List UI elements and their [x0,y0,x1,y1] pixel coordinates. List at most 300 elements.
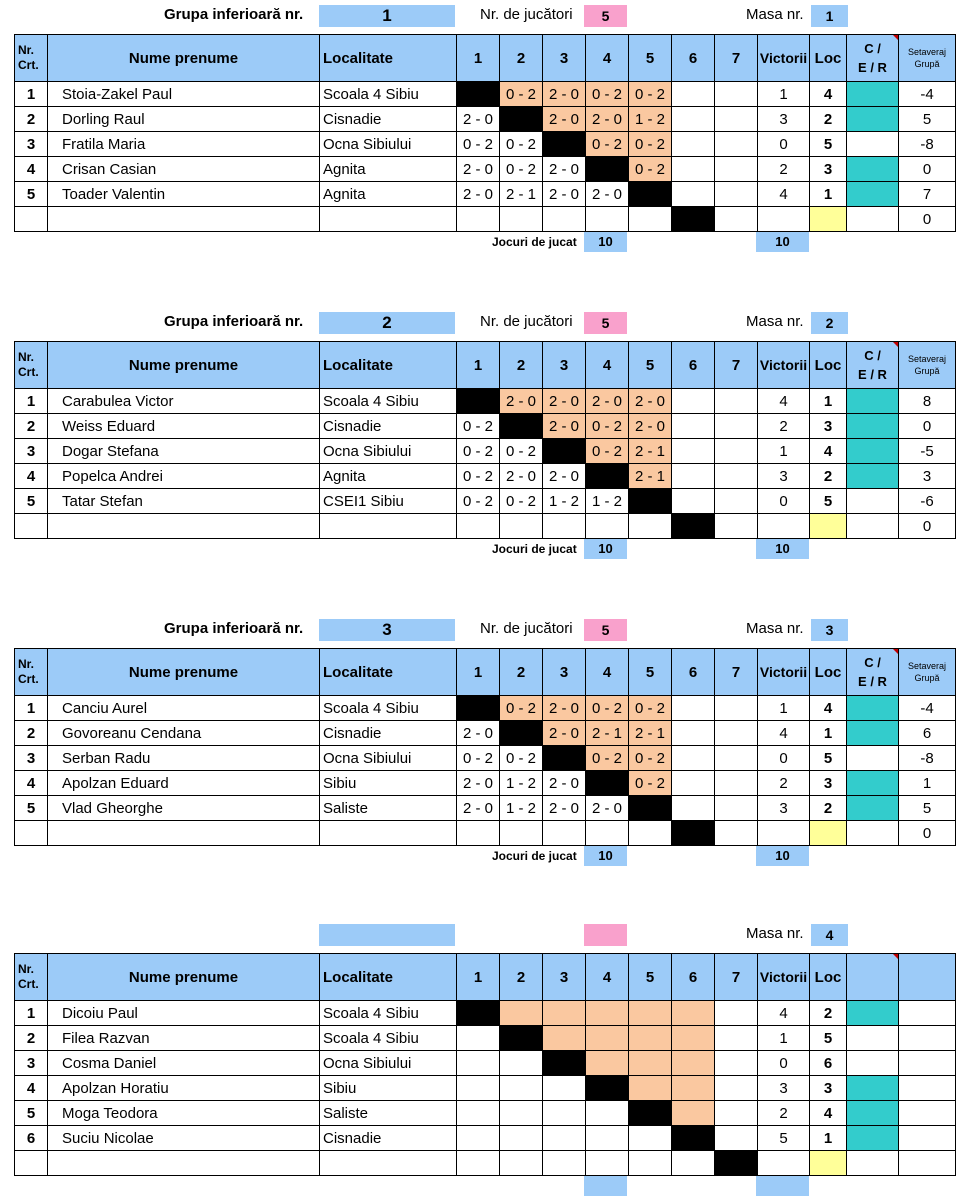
score-cell[interactable] [672,132,715,157]
player-cer[interactable] [847,1126,899,1151]
score-cell[interactable] [629,1151,672,1176]
player-row [15,489,956,514]
score-cell[interactable]: 0 - 2 [500,439,543,464]
player-cer[interactable] [847,771,899,796]
score-cell[interactable]: 2 - 0 [500,464,543,489]
player-cer[interactable] [847,514,899,539]
score-cell[interactable]: 2 - 0 [543,464,586,489]
score-cell[interactable] [715,1001,758,1026]
players-count[interactable]: 5 [584,5,627,27]
score-cell[interactable]: 2 - 0 [457,157,500,182]
score-cell[interactable]: 2 - 0 [586,796,629,821]
score-cell[interactable] [586,821,629,846]
player-cer[interactable] [847,796,899,821]
player-cer[interactable] [847,82,899,107]
score-cell[interactable] [543,1001,586,1026]
score-cell[interactable]: 0 - 2 [629,82,672,107]
self-match-cell [500,414,543,439]
score-cell[interactable] [457,1151,500,1176]
player-nr: 5 [15,796,48,821]
self-match-cell [543,746,586,771]
score-cell[interactable]: 1 - 2 [586,489,629,514]
score-cell[interactable] [715,796,758,821]
player-cer[interactable] [847,1151,899,1176]
player-locality[interactable]: Scoala 4 Sibiu [320,389,457,414]
group-number[interactable] [319,924,455,946]
player-nr: 2 [15,1026,48,1051]
score-cell[interactable] [672,157,715,182]
score-cell[interactable]: 0 - 2 [629,696,672,721]
score-cell[interactable]: 2 - 0 [543,721,586,746]
player-setaveraj [899,1101,956,1126]
score-cell[interactable] [586,207,629,232]
score-cell[interactable]: 2 - 0 [543,182,586,207]
player-place: 4 [810,82,847,107]
score-cell[interactable] [715,489,758,514]
score-cell[interactable] [672,746,715,771]
player-nr: 3 [15,1051,48,1076]
table-number[interactable]: 1 [811,5,848,27]
score-cell[interactable] [500,1101,543,1126]
player-victories: 4 [758,1001,810,1026]
score-cell[interactable]: 0 - 2 [457,132,500,157]
score-cell[interactable]: 2 - 0 [586,389,629,414]
score-cell[interactable] [672,721,715,746]
score-cell[interactable]: 0 - 2 [500,746,543,771]
games-victories-total[interactable]: 10 [756,232,809,252]
score-cell[interactable] [500,1151,543,1176]
player-cer[interactable] [847,157,899,182]
player-setaveraj: -4 [899,696,956,721]
score-cell[interactable] [715,464,758,489]
player-locality[interactable]: Scoala 4 Sibiu [320,1001,457,1026]
score-cell[interactable] [586,1001,629,1026]
score-cell[interactable] [543,207,586,232]
player-place: 2 [810,796,847,821]
player-name[interactable]: Fratila Maria [48,132,320,157]
score-cell[interactable]: 2 - 0 [543,389,586,414]
player-row [15,1126,956,1151]
score-cell[interactable] [457,1076,500,1101]
player-victories: 1 [758,439,810,464]
score-cell[interactable]: 0 - 2 [586,696,629,721]
player-name[interactable]: Suciu Nicolae [48,1126,320,1151]
player-victories: 0 [758,489,810,514]
score-cell[interactable] [672,1151,715,1176]
score-cell[interactable] [457,207,500,232]
table-number[interactable]: 4 [811,924,848,946]
score-cell[interactable]: 2 - 1 [629,439,672,464]
score-cell[interactable]: 1 - 2 [543,489,586,514]
group-number[interactable]: 3 [319,619,455,641]
games-to-play[interactable]: 10 [584,232,627,252]
score-cell[interactable]: 0 - 2 [457,439,500,464]
score-cell[interactable]: 2 - 0 [543,696,586,721]
score-cell[interactable] [457,1051,500,1076]
player-cer[interactable] [847,414,899,439]
player-name[interactable]: Weiss Eduard [48,414,320,439]
player-name[interactable]: Tatar Stefan [48,489,320,514]
score-cell[interactable] [500,207,543,232]
score-cell[interactable] [629,1026,672,1051]
score-cell[interactable]: 0 - 2 [586,414,629,439]
header-place: Loc [810,954,847,1001]
player-locality[interactable]: Scoala 4 Sibiu [320,696,457,721]
score-cell[interactable]: 2 - 0 [586,107,629,132]
score-cell[interactable] [457,821,500,846]
player-locality[interactable]: Cisnadie [320,414,457,439]
score-cell[interactable]: 2 - 0 [457,771,500,796]
score-cell[interactable]: 0 - 2 [629,771,672,796]
score-cell[interactable] [715,771,758,796]
score-cell[interactable]: 0 - 2 [457,489,500,514]
score-cell[interactable]: 2 - 0 [457,721,500,746]
player-locality[interactable]: Cisnadie [320,721,457,746]
score-cell[interactable] [672,107,715,132]
self-match-cell [500,1026,543,1051]
player-name[interactable]: Apolzan Eduard [48,771,320,796]
player-setaveraj: 0 [899,414,956,439]
score-cell[interactable]: 2 - 1 [629,721,672,746]
header-crt: Crt. [18,365,39,379]
player-locality[interactable]: Agnita [320,464,457,489]
score-cell[interactable] [500,514,543,539]
score-cell[interactable] [500,1001,543,1026]
player-place: 3 [810,414,847,439]
header-cer-line2: E / R [858,60,887,75]
score-cell[interactable] [586,1151,629,1176]
player-cer[interactable] [847,439,899,464]
player-cer[interactable] [847,721,899,746]
score-cell[interactable]: 2 - 1 [586,721,629,746]
score-cell[interactable] [586,1126,629,1151]
score-cell[interactable]: 1 - 2 [500,796,543,821]
player-locality[interactable]: Ocna Sibiului [320,746,457,771]
player-locality[interactable] [320,207,457,232]
score-cell[interactable] [715,1076,758,1101]
games-to-play[interactable] [584,1176,627,1196]
score-cell[interactable] [629,821,672,846]
score-cell[interactable] [629,207,672,232]
score-cell[interactable] [543,1101,586,1126]
player-cer[interactable] [847,132,899,157]
player-name[interactable]: Toader Valentin [48,182,320,207]
score-cell[interactable]: 2 - 0 [586,182,629,207]
header-setaveraj-line1: Setaveraj [907,47,947,57]
games-to-play[interactable]: 10 [584,846,627,866]
player-victories: 5 [758,1126,810,1151]
score-cell[interactable]: 2 - 0 [543,414,586,439]
score-cell[interactable]: 2 - 0 [457,182,500,207]
player-name[interactable] [48,514,320,539]
score-cell[interactable]: 0 - 2 [586,82,629,107]
score-cell[interactable] [672,82,715,107]
score-cell[interactable]: 2 - 0 [543,107,586,132]
player-cer[interactable] [847,1076,899,1101]
score-cell[interactable] [629,1001,672,1026]
score-cell[interactable] [672,1001,715,1026]
score-cell[interactable] [543,1026,586,1051]
score-cell[interactable] [672,182,715,207]
header-opponent-col: 6 [672,954,715,1001]
player-name[interactable]: Canciu Aurel [48,696,320,721]
player-name[interactable] [48,207,320,232]
player-place: 4 [810,1101,847,1126]
score-cell[interactable] [715,414,758,439]
score-cell[interactable] [672,1051,715,1076]
score-cell[interactable]: 2 - 0 [457,796,500,821]
player-locality[interactable]: Agnita [320,182,457,207]
score-cell[interactable] [629,1051,672,1076]
player-place [810,207,847,232]
score-cell[interactable] [500,821,543,846]
score-cell[interactable]: 2 - 1 [629,464,672,489]
games-to-play[interactable]: 10 [584,539,627,559]
header-name: Nume prenume [48,954,320,1001]
score-cell[interactable] [672,389,715,414]
player-place: 5 [810,489,847,514]
player-locality[interactable]: Ocna Sibiului [320,439,457,464]
players-count[interactable] [584,924,627,946]
table-number[interactable]: 3 [811,619,848,641]
score-cell[interactable] [457,1026,500,1051]
player-name[interactable]: Filea Razvan [48,1026,320,1051]
score-cell[interactable]: 0 - 2 [500,157,543,182]
score-cell[interactable] [715,207,758,232]
score-cell[interactable] [715,107,758,132]
player-name[interactable]: Dogar Stefana [48,439,320,464]
score-cell[interactable] [672,771,715,796]
player-setaveraj: 0 [899,514,956,539]
player-locality[interactable] [320,514,457,539]
score-cell[interactable] [715,1051,758,1076]
player-nr: 2 [15,107,48,132]
score-cell[interactable] [715,1026,758,1051]
score-cell[interactable]: 2 - 0 [629,414,672,439]
score-cell[interactable]: 2 - 1 [500,182,543,207]
self-match-cell [543,132,586,157]
header-name: Nume prenume [48,342,320,389]
player-name[interactable] [48,1151,320,1176]
header-cer-line1: C / [864,41,881,56]
score-cell[interactable]: 0 - 2 [586,439,629,464]
score-cell[interactable] [672,464,715,489]
score-cell[interactable]: 1 - 2 [500,771,543,796]
score-cell[interactable]: 2 - 0 [457,107,500,132]
score-cell[interactable] [715,182,758,207]
score-cell[interactable] [500,1051,543,1076]
score-cell[interactable]: 0 - 2 [500,132,543,157]
header-victories: Victorii [758,342,810,389]
player-cer[interactable] [847,821,899,846]
score-cell[interactable] [457,1126,500,1151]
player-locality[interactable]: Ocna Sibiului [320,132,457,157]
player-locality[interactable] [320,821,457,846]
games-label: Jocuri de jucat [492,849,577,863]
score-cell[interactable] [543,1151,586,1176]
player-locality[interactable]: Cisnadie [320,1126,457,1151]
games-victories-total[interactable] [756,1176,809,1196]
header-victories: Victorii [758,35,810,82]
player-locality[interactable]: Cisnadie [320,107,457,132]
score-cell[interactable] [629,1076,672,1101]
score-cell[interactable] [672,1101,715,1126]
player-cer[interactable] [847,1101,899,1126]
score-cell[interactable] [715,82,758,107]
score-cell[interactable]: 2 - 0 [543,771,586,796]
score-cell[interactable]: 0 - 2 [629,746,672,771]
score-cell[interactable] [672,489,715,514]
player-locality[interactable]: Scoala 4 Sibiu [320,1026,457,1051]
header-opponent-col: 6 [672,649,715,696]
score-cell[interactable] [715,1126,758,1151]
score-cell[interactable] [715,389,758,414]
player-nr: 1 [15,82,48,107]
player-name[interactable]: Apolzan Horatiu [48,1076,320,1101]
score-cell[interactable]: 0 - 2 [629,132,672,157]
player-name[interactable] [48,821,320,846]
score-cell[interactable] [715,1101,758,1126]
score-cell[interactable] [672,439,715,464]
header-opponent-col: 2 [500,35,543,82]
player-setaveraj [899,1051,956,1076]
player-setaveraj [899,1126,956,1151]
player-cer[interactable] [847,489,899,514]
player-cer[interactable] [847,1051,899,1076]
player-name[interactable]: Crisan Casian [48,157,320,182]
player-locality[interactable]: Sibiu [320,771,457,796]
player-locality[interactable]: Scoala 4 Sibiu [320,82,457,107]
player-row [15,182,956,207]
self-match-cell [629,182,672,207]
score-cell[interactable]: 1 - 2 [629,107,672,132]
player-name[interactable]: Dorling Raul [48,107,320,132]
header-opponent-col: 5 [629,954,672,1001]
score-cell[interactable] [543,1076,586,1101]
player-place: 2 [810,107,847,132]
score-cell[interactable]: 0 - 2 [586,132,629,157]
player-nr: 5 [15,1101,48,1126]
score-cell[interactable] [715,696,758,721]
score-cell[interactable] [629,514,672,539]
score-cell[interactable] [715,157,758,182]
score-cell[interactable] [715,721,758,746]
player-cer[interactable] [847,1001,899,1026]
score-cell[interactable] [715,514,758,539]
score-cell[interactable] [500,1076,543,1101]
score-cell[interactable]: 0 - 2 [586,746,629,771]
score-cell[interactable] [629,1126,672,1151]
player-name[interactable]: Popelca Andrei [48,464,320,489]
games-victories-total[interactable]: 10 [756,539,809,559]
score-cell[interactable] [672,1026,715,1051]
score-cell[interactable] [586,514,629,539]
player-locality[interactable]: CSEI1 Sibiu [320,489,457,514]
players-count[interactable]: 5 [584,619,627,641]
self-match-cell [715,1151,758,1176]
player-cer[interactable] [847,1026,899,1051]
score-cell[interactable] [715,439,758,464]
score-cell[interactable]: 0 - 2 [629,157,672,182]
player-name[interactable]: Govoreanu Cendana [48,721,320,746]
score-cell[interactable]: 2 - 0 [543,82,586,107]
player-locality[interactable]: Saliste [320,1101,457,1126]
score-cell[interactable]: 0 - 2 [457,746,500,771]
player-cer[interactable] [847,389,899,414]
score-cell[interactable] [457,1101,500,1126]
player-cer[interactable] [847,464,899,489]
header-opponent-col: 6 [672,35,715,82]
player-locality[interactable]: Sibiu [320,1076,457,1101]
score-cell[interactable] [586,1051,629,1076]
player-victories: 2 [758,157,810,182]
score-cell[interactable] [543,821,586,846]
player-name[interactable]: Vlad Gheorghe [48,796,320,821]
score-cell[interactable]: 2 - 0 [629,389,672,414]
score-cell[interactable]: 0 - 2 [457,414,500,439]
score-cell[interactable] [543,1126,586,1151]
player-place: 1 [810,1126,847,1151]
score-cell[interactable] [457,514,500,539]
score-cell[interactable]: 0 - 2 [457,464,500,489]
score-cell[interactable] [672,796,715,821]
score-cell[interactable]: 0 - 2 [500,489,543,514]
players-label: Nr. de jucători [480,6,573,23]
player-cer[interactable] [847,182,899,207]
games-victories-total[interactable]: 10 [756,846,809,866]
player-locality[interactable]: Ocna Sibiului [320,1051,457,1076]
player-name[interactable]: Cosma Daniel [48,1051,320,1076]
player-locality[interactable] [320,1151,457,1176]
results-table [14,953,956,1176]
player-name[interactable]: Stoia-Zakel Paul [48,82,320,107]
score-cell[interactable]: 2 - 0 [500,389,543,414]
self-match-cell [543,439,586,464]
player-cer[interactable] [847,207,899,232]
score-cell[interactable]: 2 - 0 [543,796,586,821]
score-cell[interactable] [672,1076,715,1101]
player-cer[interactable] [847,746,899,771]
score-cell[interactable] [543,514,586,539]
player-cer[interactable] [847,107,899,132]
self-match-cell [543,1051,586,1076]
player-name[interactable]: Dicoiu Paul [48,1001,320,1026]
player-name[interactable]: Carabulea Victor [48,389,320,414]
score-cell[interactable] [715,746,758,771]
score-cell[interactable]: 0 - 2 [500,696,543,721]
group-number[interactable]: 1 [319,5,455,27]
score-cell[interactable] [586,1101,629,1126]
score-cell[interactable] [715,132,758,157]
score-cell[interactable] [672,414,715,439]
score-cell[interactable] [586,1026,629,1051]
score-cell[interactable]: 0 - 2 [500,82,543,107]
player-name[interactable]: Serban Radu [48,746,320,771]
player-locality[interactable]: Saliste [320,796,457,821]
score-cell[interactable]: 2 - 0 [543,157,586,182]
group-number[interactable]: 2 [319,312,455,334]
table-number[interactable]: 2 [811,312,848,334]
player-victories: 3 [758,464,810,489]
score-cell[interactable] [672,696,715,721]
player-row [15,1051,956,1076]
player-cer[interactable] [847,696,899,721]
score-cell[interactable] [715,821,758,846]
player-locality[interactable]: Agnita [320,157,457,182]
players-count[interactable]: 5 [584,312,627,334]
player-name[interactable]: Moga Teodora [48,1101,320,1126]
score-cell[interactable] [500,1126,543,1151]
